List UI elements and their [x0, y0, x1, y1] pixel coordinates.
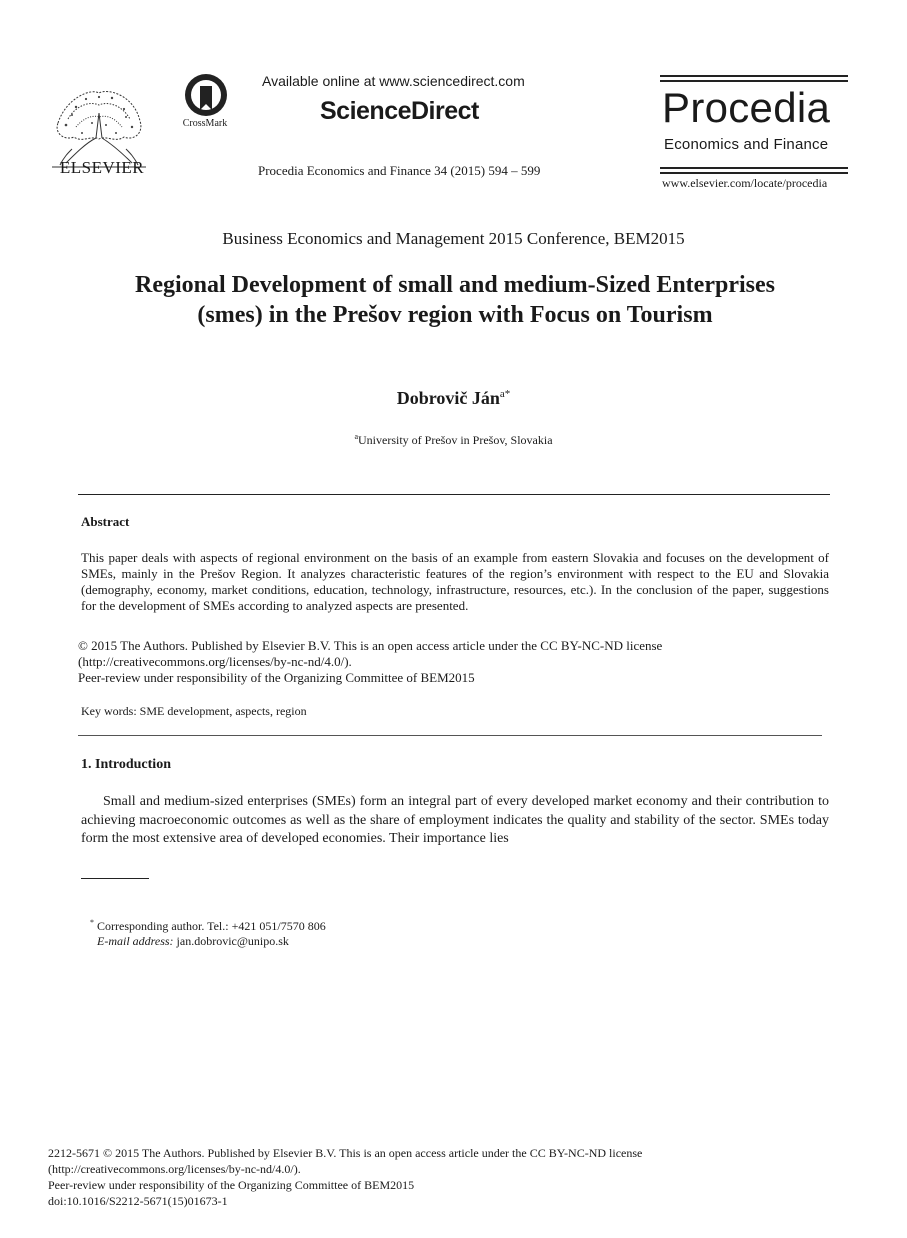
procedia-subtitle: Economics and Finance — [664, 136, 829, 153]
footnote-corresponding — [90, 918, 326, 934]
page-footer — [48, 1145, 748, 1209]
footer-peer-review: Peer-review under responsibility of the Organizing Committee of BEM2015 — [48, 1178, 415, 1192]
procedia-url-link[interactable]: www.elsevier.com/locate/procedia — [662, 176, 828, 190]
author-name: Dobrovič Ján — [396, 388, 500, 408]
author-line — [0, 388, 907, 409]
procedia-rule-top2 — [660, 80, 848, 82]
available-online-text: Available online at www.sciencedirect.com — [262, 73, 525, 89]
license-block — [78, 638, 830, 686]
license-link[interactable]: (http://creativecommons.org/licenses/by-nc-nd/4.0/). — [78, 654, 352, 669]
journal-reference: Procedia Economics and Finance 34 (2015) 594 – 599 — [258, 163, 541, 178]
keywords-divider — [78, 735, 822, 736]
procedia-rule-bottom2 — [660, 172, 848, 174]
conference-name: Business Economics and Management 2015 Conference, BEM2015 — [222, 229, 685, 248]
crossmark-label: CrossMark — [182, 118, 228, 129]
header-divider — [78, 494, 830, 495]
abstract-heading: Abstract — [81, 514, 130, 529]
title-line-2: (smes) in the Prešov region with Focus on Tourism — [197, 302, 713, 328]
license-line-1: © 2015 The Authors. Published by Elsevier B.V. This is an open access article under the CC BY-NC-ND license — [78, 638, 663, 653]
footer-license-link[interactable]: (http://creativecommons.org/licenses/by-nc-nd/4.0/). — [48, 1162, 301, 1176]
sciencedirect-brand[interactable]: ScienceDirect — [320, 97, 479, 125]
footnote-email — [97, 934, 289, 949]
affiliation — [0, 432, 907, 448]
abstract-text: This paper deals with aspects of regional environment on the basis of an example from eastern Slovakia and focuses on the development of SMEs, mainly in the Prešov Region. It analyzes characteristic features of the region’s environment with respect to the EU and Slovakia (demography, economy, market conditions, education, technology, infrastructure, resources, etc.). In the conclusion of the paper, suggestions for the development of SMEs according to analyzed aspects are presented. — [81, 550, 829, 613]
title-line-1: Regional Development of small and medium-Sized Enterprises — [135, 272, 775, 298]
article-title — [60, 270, 850, 330]
license-line-3: Peer-review under responsibility of the Organizing Committee of BEM2015 — [78, 670, 475, 685]
procedia-title: Procedia — [662, 84, 831, 131]
crossmark-icon[interactable] — [176, 72, 236, 122]
footer-doi[interactable]: doi:10.1016/S2212-5671(15)01673-1 — [48, 1194, 228, 1208]
affiliation-text: University of Prešov in Prešov, Slovakia — [358, 433, 553, 447]
footnote-corresponding-text: Corresponding author. Tel.: +421 051/7570 806 — [94, 919, 326, 933]
introduction-heading: 1. Introduction — [81, 757, 171, 772]
footnote-divider — [81, 878, 149, 879]
introduction-text: Small and medium-sized enterprises (SMEs) form an integral part of every developed market economy and their contribution to achieving macroeconomic outcomes as well as the share of employment indicates the quality and stability of the sector. SMEs today form the most extensive area of developed economies. Their importance lies — [81, 794, 829, 846]
author-marks: a* — [499, 388, 511, 400]
keywords: Key words: SME development, aspects, region — [81, 704, 307, 718]
footnote-mark: * — [90, 918, 94, 927]
affiliation-mark: a — [354, 432, 358, 441]
email-value[interactable]: jan.dobrovic@unipo.sk — [173, 934, 289, 948]
elsevier-wordmark: ELSEVIER — [59, 158, 145, 177]
procedia-rule-bottom — [660, 167, 848, 169]
procedia-rule-top — [660, 75, 848, 77]
email-label: E-mail address: — [97, 934, 174, 948]
footer-issn-line: 2212-5671 © 2015 The Authors. Published by Elsevier B.V. This is an open access article under the CC BY-NC-ND license — [48, 1146, 643, 1160]
